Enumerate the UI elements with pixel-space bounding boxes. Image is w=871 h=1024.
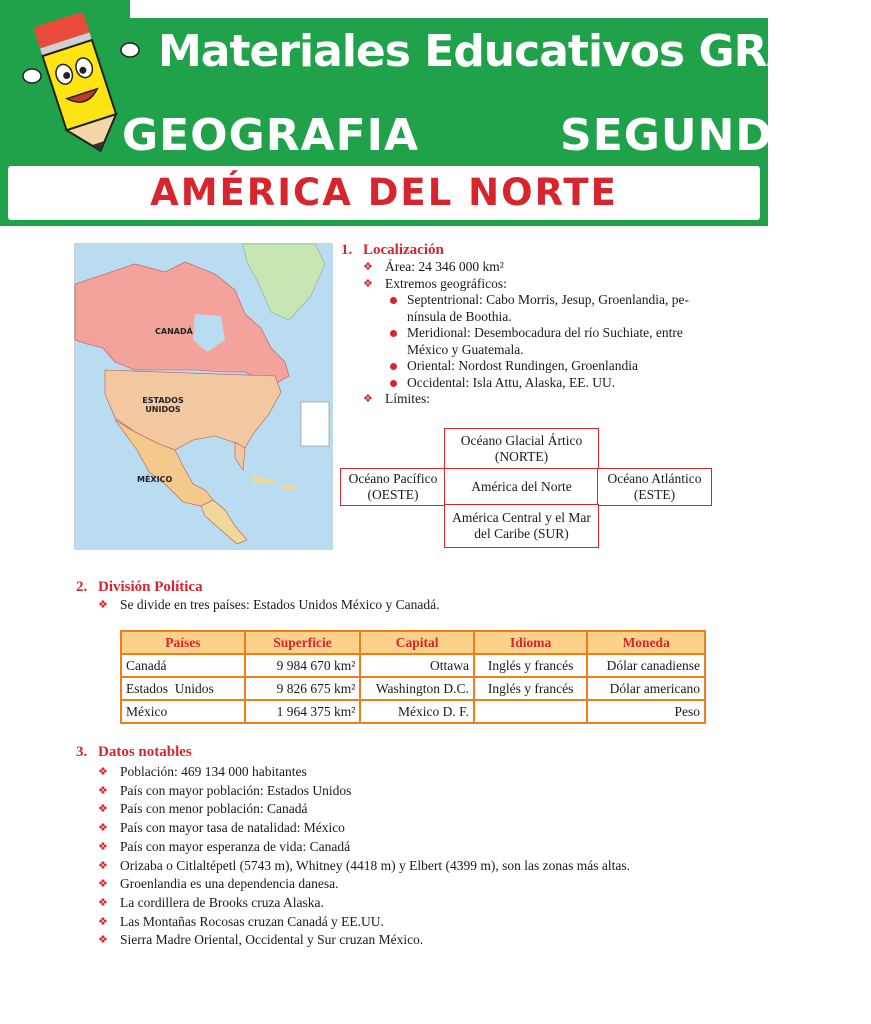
list-item: ❖ País con menor población: Canadá — [98, 800, 738, 819]
list-item: Oriental: Nordost Rundingen, Groenlandia — [385, 358, 715, 375]
diamond-bullet-icon: ❖ — [98, 783, 108, 797]
map-graphic — [75, 244, 333, 550]
list-item: Meridional: Desembocadura del río Suchiate, entre — [385, 325, 715, 342]
list-item: ❖ Se divide en tres países: Estados Unidos México y Canadá. — [98, 597, 440, 612]
list-item: México y Guatemala. — [407, 341, 524, 357]
list-item: ❖ País con mayor población: Estados Unidos — [98, 782, 738, 801]
brand-line — [158, 26, 871, 77]
map-label-canada: CANADÁ — [155, 327, 193, 336]
list-item: ❖ Orizaba o Citlaltépetl (5743 m), Whitney (4418 m) y Elbert (4399 m), son las zonas más altas. — [98, 857, 738, 876]
map-label-usa: ESTADOS UNIDOS — [142, 396, 184, 414]
title-bar — [8, 166, 760, 220]
diamond-bullet-icon: ❖ — [98, 933, 108, 947]
diamond-bullet-icon: ❖ — [98, 858, 108, 872]
section-3-heading — [76, 744, 192, 761]
list-item: ❖ Groenlandia es una dependencia danesa. — [98, 875, 738, 894]
section-3-list — [98, 763, 738, 950]
list-item: ❖ La cordillera de Brooks cruza Alaska. — [98, 894, 738, 913]
section-1-number: 1. — [341, 242, 353, 258]
list-item: Septentrional: Cabo Morris, Jesup, Groenlandia, pe- — [385, 292, 715, 309]
limit-west-box: Océano Pacífico (OESTE) — [340, 468, 446, 506]
extremes-list — [363, 292, 715, 391]
section-3-number: 3. — [76, 744, 88, 760]
diamond-bullet-icon: ❖ — [98, 877, 108, 891]
list-item: ❖ País con mayor esperanza de vida: Canadá — [98, 838, 738, 857]
list-item: ❖ Límites: — [363, 391, 430, 406]
countries-table — [120, 630, 706, 724]
list-item: ❖ Área: 24 346 000 km² — [363, 259, 504, 274]
list-item: Occidental: Isla Attu, Alaska, EE. UU. — [385, 375, 715, 392]
section-1-list — [363, 259, 715, 408]
north-america-map — [74, 243, 332, 549]
diamond-bullet-icon: ❖ — [363, 392, 373, 405]
list-item: ❖ Extremos geográficos: — [363, 275, 507, 291]
column-header: Superficie — [245, 631, 361, 654]
limit-north-box: Océano Glacial Ártico (NORTE) — [444, 428, 599, 470]
grade-label: SEGUNDO — [560, 110, 812, 161]
brand-name: Materiales Educativos — [158, 26, 685, 77]
limit-center-box: América del Norte — [444, 468, 599, 506]
table-header-row — [121, 631, 705, 654]
limit-east-box: Océano Atlántico (ESTE) — [597, 468, 712, 506]
section-1-title: Localización — [363, 242, 444, 258]
column-header: Capital — [360, 631, 474, 654]
list-item: ❖ País con mayor tasa de natalidad: México — [98, 819, 738, 838]
table-row: Canadá 9 984 670 km² Ottawa Inglés y francés Dólar canadiense — [121, 654, 705, 677]
column-header: Idioma — [474, 631, 587, 654]
page-title: AMÉRICA DEL NORTE — [150, 171, 618, 214]
column-header: Moneda — [587, 631, 705, 654]
diamond-bullet-icon: ❖ — [98, 914, 108, 928]
section-2-title: División Política — [98, 579, 203, 595]
section-2-heading — [76, 579, 203, 596]
diamond-bullet-icon: ❖ — [98, 821, 108, 835]
diamond-bullet-icon: ❖ — [98, 895, 108, 909]
diamond-bullet-icon: ❖ — [98, 802, 108, 816]
dot-bullet-icon — [390, 297, 397, 304]
list-item: ❖ Sierra Madre Oriental, Occidental y Sur cruzan México. — [98, 931, 738, 950]
brand-badge: GRATIS — [698, 26, 871, 77]
list-item: ❖ Las Montañas Rocosas cruzan Canadá y EE.UU. — [98, 913, 738, 932]
table-row: Estados Unidos 9 826 675 km² Washington D.C. Inglés y francés Dólar americano — [121, 677, 705, 700]
section-2-list — [98, 597, 718, 614]
section-3-title: Datos notables — [98, 744, 192, 760]
map-label-mexico: MÉXICO — [137, 475, 173, 484]
dot-bullet-icon — [390, 363, 397, 370]
dot-bullet-icon — [390, 380, 397, 387]
diamond-bullet-icon: ❖ — [98, 765, 108, 778]
section-2-number: 2. — [76, 579, 88, 595]
subject-label: GEOGRAFIA — [122, 110, 420, 161]
diamond-bullet-icon: ❖ — [363, 276, 373, 290]
limit-south-box: América Central y el Mar del Caribe (SUR) — [444, 504, 599, 548]
dot-bullet-icon — [390, 330, 397, 337]
column-header: Países — [121, 631, 245, 654]
header-banner — [0, 0, 871, 226]
diamond-bullet-icon: ❖ — [98, 598, 108, 611]
diamond-bullet-icon: ❖ — [98, 839, 108, 853]
section-1-heading — [341, 242, 444, 259]
diamond-bullet-icon: ❖ — [363, 260, 373, 273]
list-item: nínsula de Boothia. — [407, 308, 512, 324]
list-item: ❖ Población: 469 134 000 habitantes — [98, 763, 738, 782]
table-row: México 1 964 375 km² México D. F. Peso — [121, 700, 705, 723]
